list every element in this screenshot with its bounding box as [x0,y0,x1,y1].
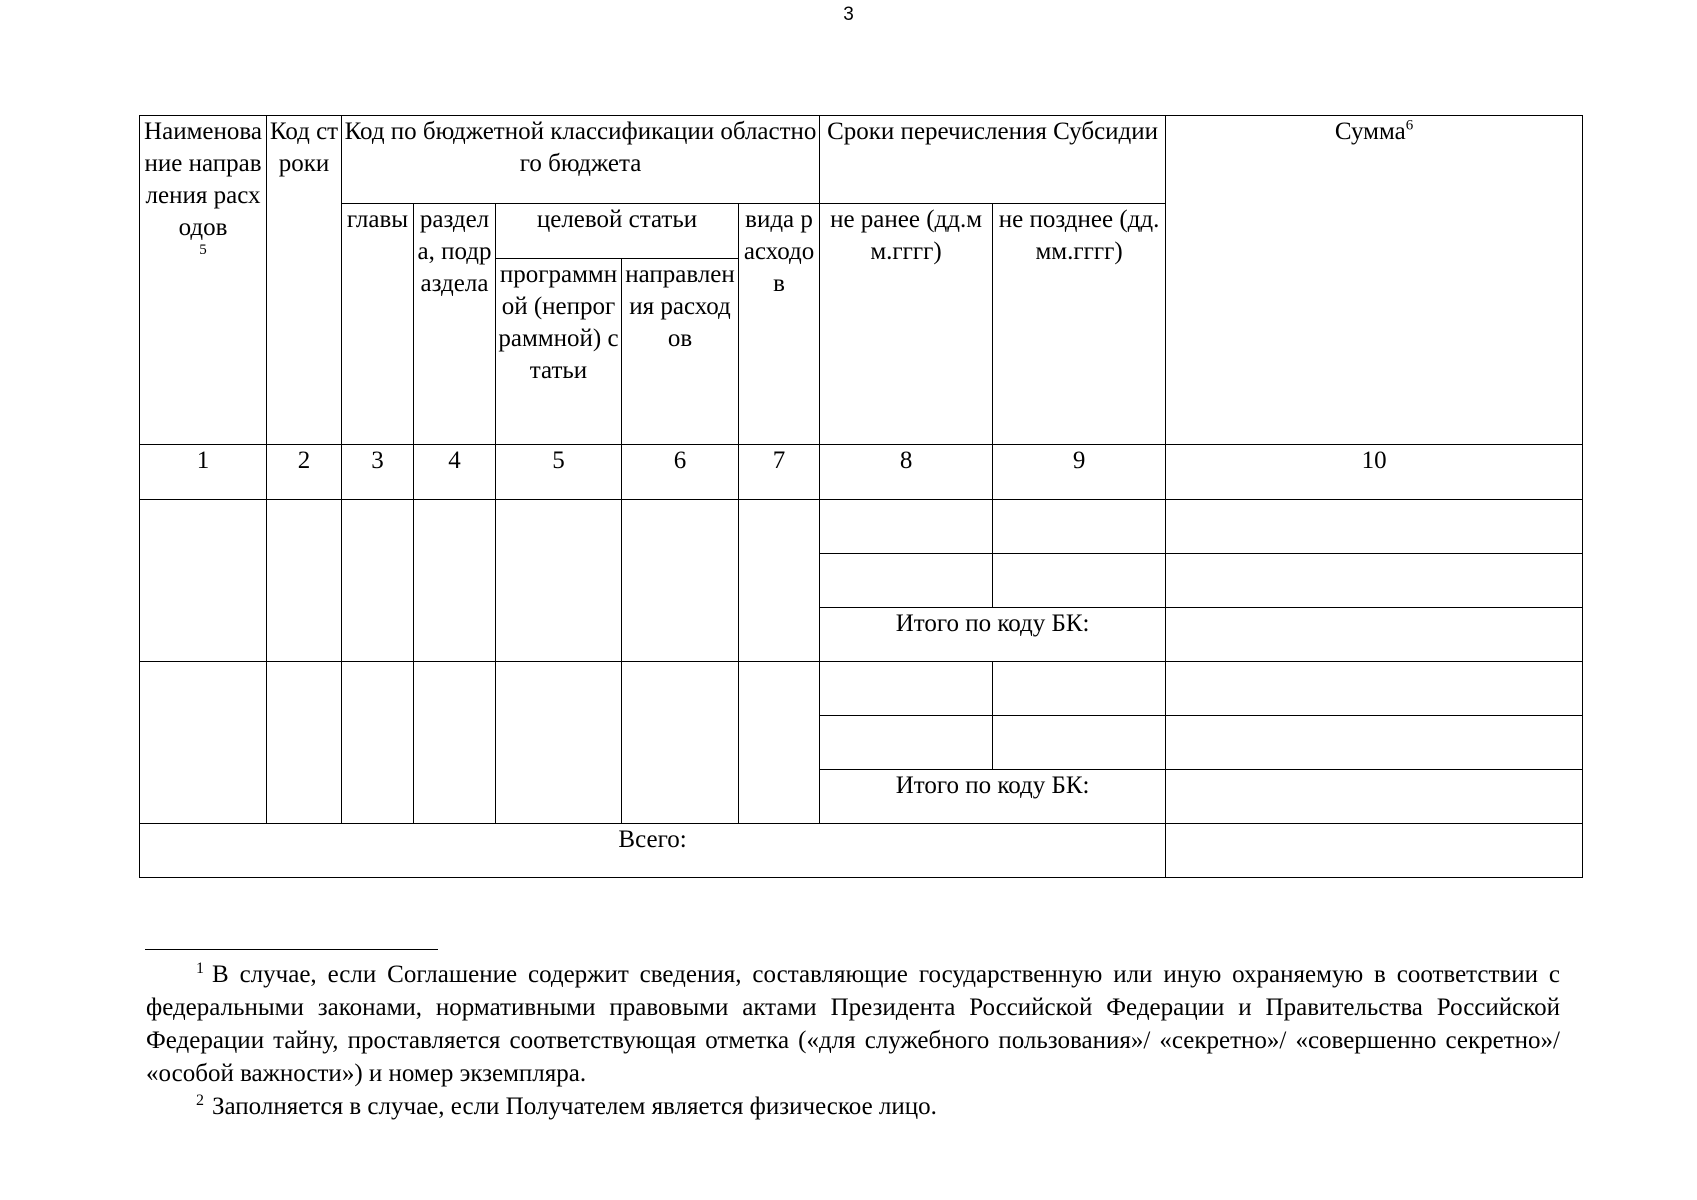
column-number: 1 [140,445,267,500]
header-expense-direction-text: Наименование направления расходов [144,118,262,241]
cell-sum [1166,662,1583,716]
cell-subtotal-sum [1166,608,1583,662]
footnote-mark: 2 [196,1091,204,1109]
cell-not-earlier [820,554,993,608]
header-not-later: не позднее (дд.мм.гггг) [993,204,1166,445]
cell-sum [1166,500,1583,554]
cell-chapter [342,662,414,824]
table-row [140,662,1583,716]
header-expense-direction-code: направления расходов [622,259,739,445]
cell-section [414,662,496,824]
header-row-code: Код строки [267,116,342,445]
column-number: 6 [622,445,739,500]
footnote-1 [146,958,1560,1090]
subsidy-schedule-table [139,115,1583,878]
grand-total-label: Всего: [140,824,1166,878]
cell-row-code [267,662,342,824]
cell-program-item [496,662,622,824]
cell-expense-type [739,662,820,824]
subtotal-label: Итого по коду БК: [820,770,1166,824]
column-number: 9 [993,445,1166,500]
header-target-item: целевой статьи [496,204,739,259]
cell-grand-total-sum [1166,824,1583,878]
header-sum [1166,116,1583,445]
column-number: 2 [267,445,342,500]
column-number: 4 [414,445,496,500]
cell-not-later [993,716,1166,770]
cell-sum [1166,554,1583,608]
cell-sum [1166,716,1583,770]
header-expense-type: вида расходов [739,204,820,445]
footnote-ref-6: 6 [1405,117,1414,134]
footnote-text: В случае, если Соглашение содержит сведения, составляющие государственную или иную охраняемую в соответствии с федеральными законами, нормативными правовыми актами Президента Российской Федерации и Правительства Российской Федерации тайну, проставляется соответствующая отметка («для служебного пользования»/ «секретно»/ «совершенно секретно»/ «особой важности») и номер экземпляра. [146,961,1560,1087]
cell-expense-direction [140,500,267,662]
cell-not-earlier [820,500,993,554]
table-row [140,500,1583,554]
cell-not-earlier [820,716,993,770]
cell-not-later [993,500,1166,554]
cell-subtotal-sum [1166,770,1583,824]
footnote-2 [146,1090,1560,1123]
footnote-separator [145,949,438,950]
cell-expense-direction [140,662,267,824]
subtotal-label: Итого по коду БК: [820,608,1166,662]
column-number: 5 [496,445,622,500]
header-sum-text: Сумма [1334,118,1406,145]
cell-not-later [993,554,1166,608]
cell-program-item [496,500,622,662]
cell-direction-code [622,500,739,662]
header-transfer-terms: Сроки перечисления Субсидии [820,116,1166,204]
cell-expense-type [739,500,820,662]
grand-total-row [140,824,1583,878]
cell-not-later [993,662,1166,716]
column-number: 7 [739,445,820,500]
column-number-row [140,445,1583,500]
header-section: раздела, подраздела [414,204,496,445]
column-number: 8 [820,445,993,500]
column-number: 10 [1166,445,1583,500]
footnote-mark: 1 [196,959,204,977]
cell-chapter [342,500,414,662]
header-budget-classification: Код по бюджетной классификации областного бюджета [342,116,820,204]
column-number: 3 [342,445,414,500]
cell-section [414,500,496,662]
header-expense-direction [140,116,267,445]
header-not-earlier: не ранее (дд.мм.гггг) [820,204,993,445]
cell-row-code [267,500,342,662]
page-number: 3 [843,4,854,25]
header-program-item: программной (непрограммной) статьи [496,259,622,445]
cell-not-earlier [820,662,993,716]
cell-direction-code [622,662,739,824]
header-chapter: главы [342,204,414,445]
footnote-ref-5: 5 [199,242,207,258]
footnote-text: Заполняется в случае, если Получателем является физическое лицо. [212,1093,937,1120]
footnotes [146,958,1560,1123]
